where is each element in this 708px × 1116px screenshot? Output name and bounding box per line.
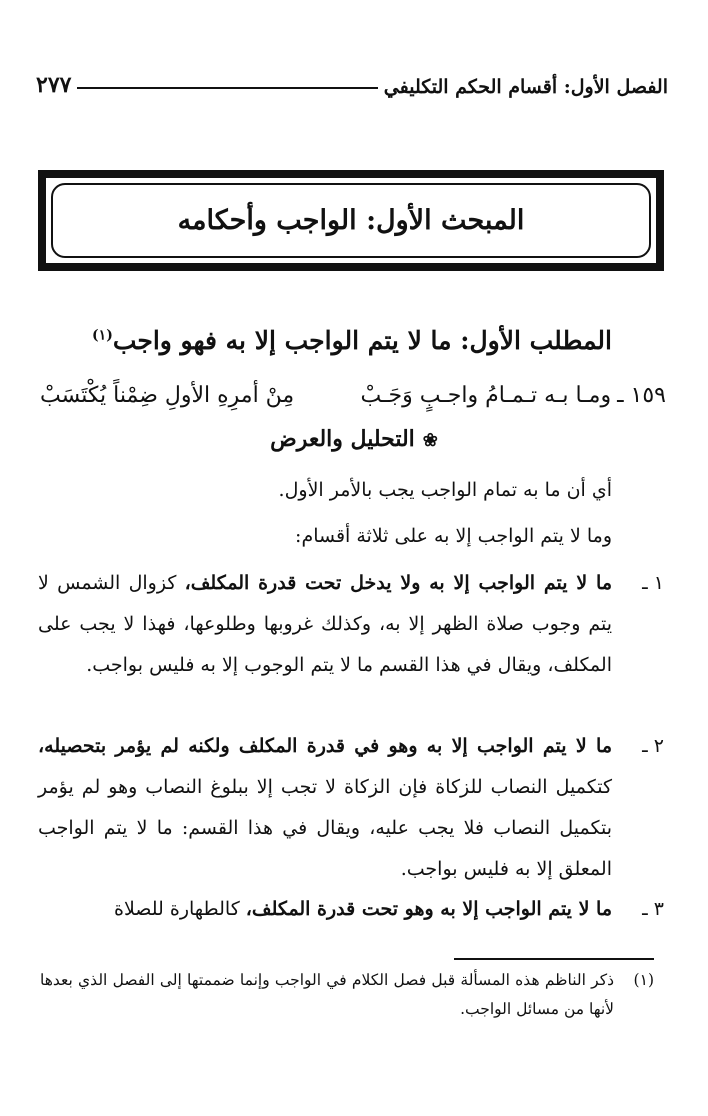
footnote-number: (١) bbox=[633, 971, 654, 989]
verse-first-hemistich: ومـا بـه تـمـامُ واجـبٍ وَجَـبْ bbox=[360, 382, 612, 408]
list-item-number: ٢ ـ bbox=[642, 735, 664, 757]
subsection-title bbox=[92, 326, 612, 355]
footnote bbox=[40, 966, 654, 1024]
list-item-body bbox=[38, 563, 612, 686]
verse-number: ١٥٩ ـ bbox=[617, 382, 666, 408]
list-item bbox=[38, 563, 664, 686]
footnote-text: ذكر الناظم هذه المسألة قبل فصل الكلام في الواجب وإنما ضممتها إلى الفصل الذي بعدها لأنها من مسائل الواجب. bbox=[40, 971, 614, 1018]
list-item-text: كزوال الشمس لا يتم وجوب صلاة الظهر إلا به، وكذلك غروبها وطلوعها، فهذا لا يجب على المكلف، ويقال في هذا القسم ما لا يتم الوجوب إلا به فليس بواجب. bbox=[38, 572, 612, 676]
list-item-bold-lead: ما لا يتم الواجب إلا به وهو في قدرة المكلف ولكنه لم يؤمر بتحصيله، bbox=[38, 735, 612, 757]
running-header bbox=[36, 64, 668, 98]
verse-line bbox=[40, 375, 666, 415]
paragraph: أي أن ما به تمام الواجب يجب بالأمر الأول. bbox=[278, 479, 612, 501]
list-item-bold-lead: ما لا يتم الواجب إلا به ولا يدخل تحت قدرة المكلف، bbox=[184, 572, 612, 594]
ornament-icon: ❀ bbox=[422, 430, 438, 451]
footnote-separator bbox=[454, 958, 654, 960]
page-number: ٢٧٧ bbox=[36, 72, 72, 98]
section-title-inner-frame bbox=[51, 183, 651, 258]
paragraph: وما لا يتم الواجب إلا به على ثلاثة أقسام: bbox=[295, 525, 612, 547]
section-title-frame bbox=[38, 170, 664, 271]
list-item bbox=[38, 726, 664, 890]
list-item-text: كالطهارة للصلاة bbox=[113, 898, 246, 920]
verse-second-hemistich: مِنْ أمرِهِ الأولِ ضِمْناً يُكْتَسَبْ bbox=[40, 382, 295, 408]
list-item-body bbox=[38, 726, 612, 890]
analysis-heading-text: التحليل والعرض bbox=[270, 426, 415, 452]
analysis-heading bbox=[0, 426, 708, 452]
header-rule bbox=[77, 87, 377, 89]
list-item-body bbox=[38, 889, 612, 930]
footnote-reference[interactable]: (١) bbox=[92, 327, 113, 344]
list-item-number: ٣ ـ bbox=[642, 898, 664, 920]
list-item bbox=[38, 889, 664, 930]
section-title: المبحث الأول: الواجب وأحكامه bbox=[177, 205, 525, 236]
list-item-number: ١ ـ bbox=[642, 572, 664, 594]
list-item-bold-lead: ما لا يتم الواجب إلا به وهو تحت قدرة المكلف، bbox=[245, 898, 612, 920]
subsection-title-text: المطلب الأول: ما لا يتم الواجب إلا به فهو واجب bbox=[112, 326, 612, 355]
running-title: الفصل الأول: أقسام الحكم التكليفي bbox=[383, 76, 668, 98]
list-item-text: كتكميل النصاب للزكاة فإن الزكاة لا تجب إلا ببلوغ النصاب وهو لم يؤمر بتكميل النصاب فلا يجب عليه، ويقال في هذا القسم: ما لا يتم الواجب المعلق إلا به فليس بواجب. bbox=[38, 776, 612, 880]
